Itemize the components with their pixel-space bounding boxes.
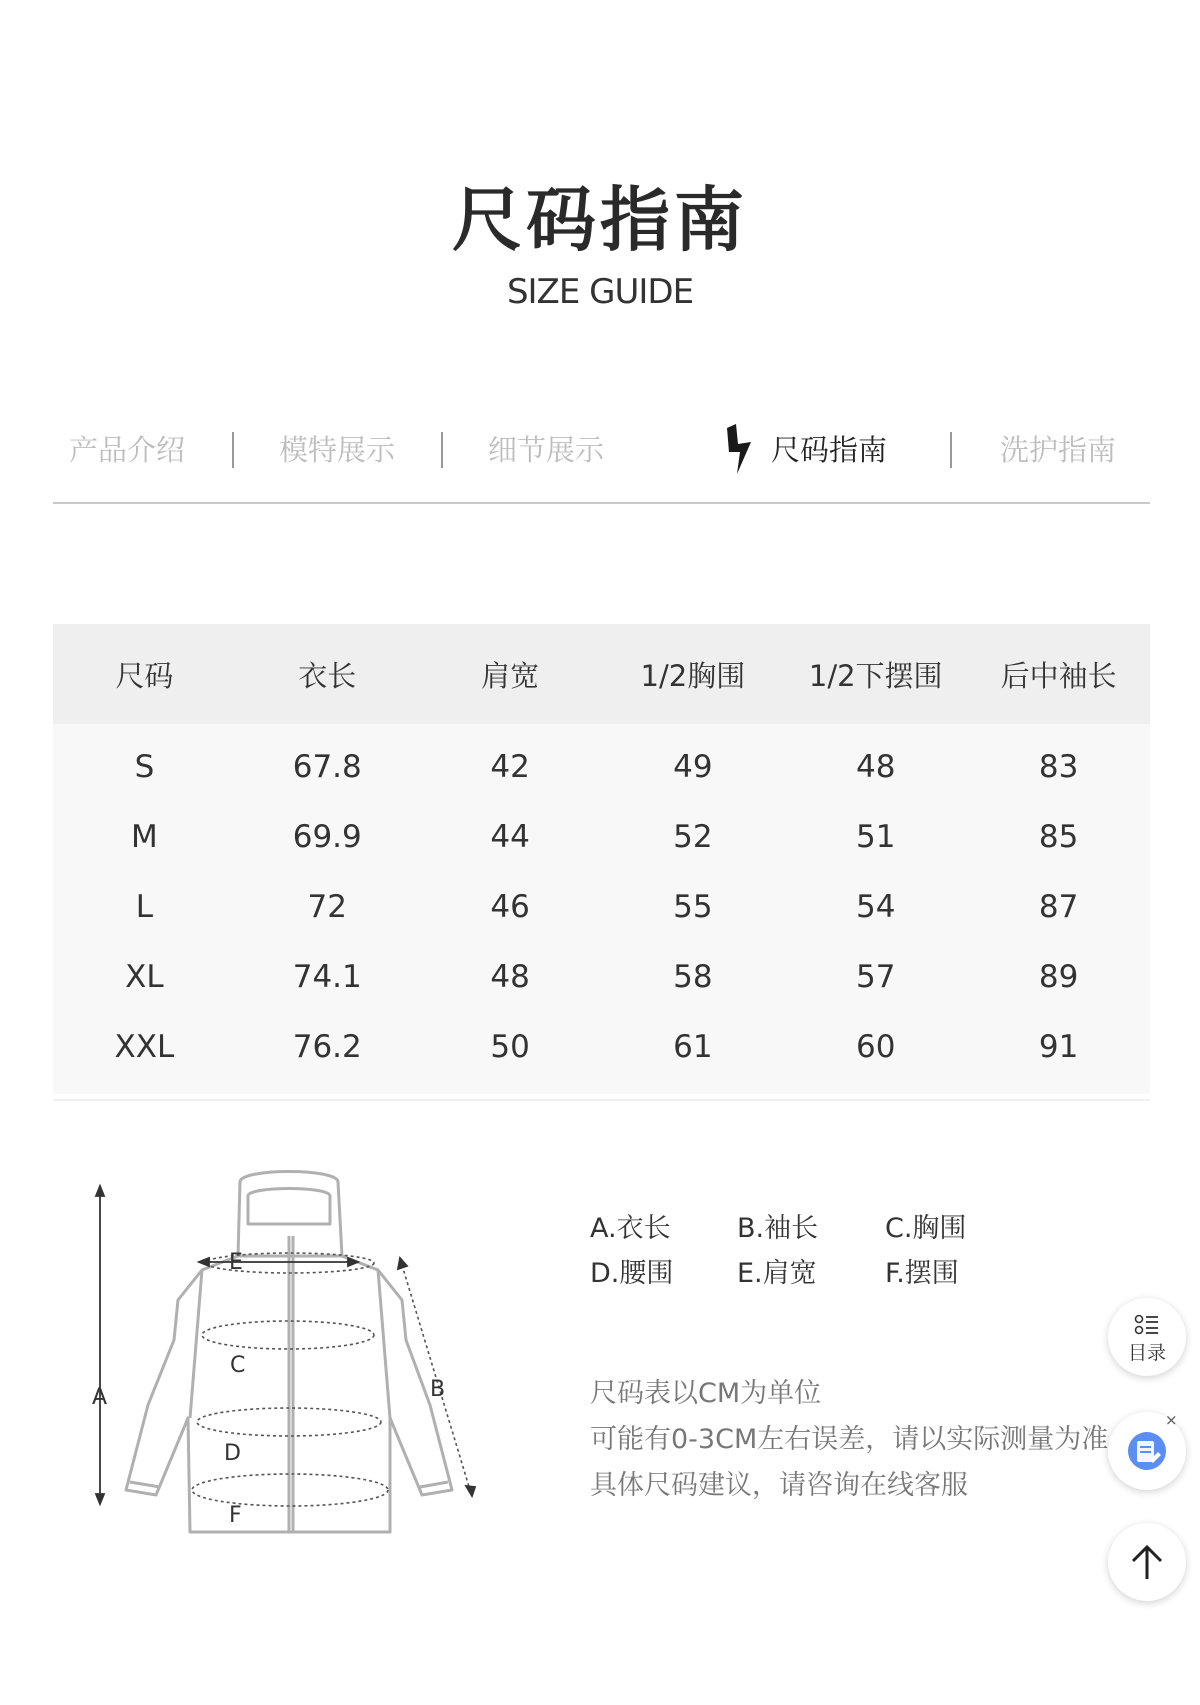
legend-item: E.肩宽 [737,1258,817,1289]
section-nav [53,420,1150,504]
nav-separator [232,432,234,468]
table-cell: 52 [601,802,784,872]
table-cell: 44 [419,802,602,872]
nav-tab-product-intro[interactable]: 产品介绍 [69,433,186,467]
column-header: 后中袖长 [967,624,1150,724]
table-cell: 87 [967,872,1150,942]
table-cell: 61 [601,1012,784,1094]
measure-label-f: F [229,1503,242,1528]
toc-icon [1134,1314,1160,1338]
table-cell: S [53,724,236,802]
table-cell: 50 [419,1012,602,1094]
table-cell: 91 [967,1012,1150,1094]
page-subtitle: SIZE GUIDE [506,272,694,312]
toc-button[interactable] [1108,1298,1186,1376]
table-row [53,872,1150,942]
table-cell: 83 [967,724,1150,802]
ai-assistant-icon [1126,1430,1168,1472]
measure-label-d: D [224,1441,241,1466]
table-cell: L [53,872,236,942]
table-cell: 54 [784,872,967,942]
page-title: 尺码指南 [452,179,748,261]
nav-tab-size-guide[interactable]: 尺码指南 [771,433,888,467]
table-cell: M [53,802,236,872]
back-to-top-icon [1128,1543,1166,1581]
nav-separator [441,432,443,468]
table-cell: XL [53,942,236,1012]
column-header: 肩宽 [419,624,602,724]
table-cell: 85 [967,802,1150,872]
table-header-row [53,624,1150,724]
legend-item: A.衣长 [590,1213,671,1244]
table-cell: 69.9 [236,802,419,872]
jacket-measurement-diagram [90,1160,550,1540]
jacket-outline [126,1172,452,1533]
measure-label-e: E [229,1250,243,1275]
table-cell: 55 [601,872,784,942]
nav-tab-model-showcase[interactable]: 模特展示 [279,433,396,467]
section-divider [53,1099,1150,1101]
toc-label: 目录 [1127,1342,1166,1364]
page-header [0,180,1200,312]
measurement-guides [192,1253,470,1506]
back-to-top-button[interactable] [1108,1523,1186,1601]
table-cell: 49 [601,724,784,802]
nav-tab-care-guide[interactable]: 洗护指南 [1000,433,1117,467]
nav-tab-details[interactable]: 细节展示 [488,433,605,467]
table-row [53,802,1150,872]
table-cell: 42 [419,724,602,802]
size-chart-table [53,624,1150,1094]
table-cell: 58 [601,942,784,1012]
measure-label-b: B [430,1377,446,1402]
note-tolerance: 可能有0-3CM左右误差，请以实际测量为准 [590,1424,1109,1455]
table-cell: XXL [53,1012,236,1094]
note-contact: 具体尺码建议，请咨询在线客服 [590,1470,968,1501]
measure-label-a: A [92,1385,108,1410]
close-icon[interactable]: × [1165,1411,1178,1429]
table-row [53,1012,1150,1094]
table-cell: 67.8 [236,724,419,802]
table-cell: 57 [784,942,967,1012]
measure-label-c: C [230,1353,246,1378]
table-cell: 89 [967,942,1150,1012]
table-cell: 51 [784,802,967,872]
legend-item: D.腰围 [590,1258,674,1289]
legend-item: C.胸围 [885,1213,967,1244]
nav-separator [950,432,952,468]
table-cell: 72 [236,872,419,942]
table-cell: 74.1 [236,942,419,1012]
table-cell: 76.2 [236,1012,419,1094]
column-header: 1/2胸围 [601,624,784,724]
column-header: 衣长 [236,624,419,724]
table-cell: 60 [784,1012,967,1094]
note-unit: 尺码表以CM为单位 [590,1378,822,1409]
legend-item: F.摆围 [885,1258,959,1289]
column-header: 尺码 [53,624,236,724]
table-cell: 48 [419,942,602,1012]
size-notes [590,1371,1110,1509]
column-header: 1/2下摆围 [784,624,967,724]
legend-item: B.袖长 [737,1213,819,1244]
table-cell: 48 [784,724,967,802]
brand-bolt-icon [721,422,757,478]
table-row [53,724,1150,802]
measurement-arrows [96,1186,475,1504]
table-cell: 46 [419,872,602,942]
table-row [53,942,1150,1012]
